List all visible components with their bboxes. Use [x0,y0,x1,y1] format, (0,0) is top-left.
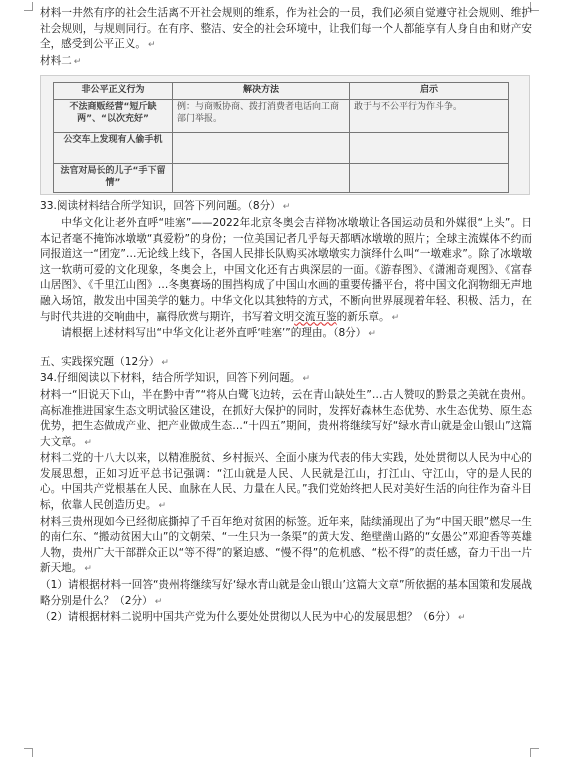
return-mark-icon: ↵ [84,437,92,448]
return-mark-icon: ↵ [147,40,156,51]
material2-label: 材料二 ↵ [40,54,82,67]
corner-mark [530,748,539,757]
table-cell: 例：与商贩协商、拨打消费者电话向工商部门举报。 [173,100,350,133]
table-row [54,164,509,193]
content [40,6,532,627]
table-cell: 不法商贩经营“短斤缺两”、“以次充好” [54,100,173,133]
table-row [54,133,509,164]
question-34-sub-1: （1）请根据材料一回答“贵州将继续写好‘绿水青山就是金山银山’这篇大文章”所依据的基本国策和发展战略分别是什么？（2分） ↵ [40,579,532,607]
return-mark-icon: ↵ [161,357,169,368]
question-34-material-1: 材料一“旧说天下山，半在黔中青”“将从白鹭飞边转，云在青山缺处生”…古人赞叹的黔景之美就在贵州。高标准推进国家生态文明试验区建设，在抓好大保护的同时，发挥好森林生态优势、水生态优势、原生态优势，把生态做成产业、把产业做成生态…“十四五”期间，贵州将继续写好“绿水青山就是金山银山”这篇大文章。 ↵ [40,388,532,448]
table-header-row [54,83,509,100]
return-mark-icon: ↵ [282,202,291,213]
material1-paragraph: 材料一井然有序的社会生活离不开社会规则的维系，作为社会的一员，我们必须自觉遵守社会规则、维护社会规则，与规则同行。在有序、整洁、安全的社会环境中，让我们每一个人都能享有人身自由和财产安全，感受到公平正义。 ↵ [40,7,532,51]
return-mark-icon: ↵ [73,56,82,67]
return-mark-icon: ↵ [84,564,92,575]
table-cell: 公交车上发现有人偷手机 [54,133,173,164]
question-33-material: 中华文化让老外直呼“哇塞”——2022年北京冬奥会吉祥物冰墩墩让各国运动员和外媒很“上头”。日本记者毫不掩饰冰墩墩“真爱粉”的身份；一位美国记者几乎每天都晒冰墩墩的照片；全球主流媒体不约而同报道这一“团宠”…无论线上线下，各国人民排长队购买冰墩墩实力演绎什么叫“一墩难求”。除了冰墩墩这一软萌可爱的文化现象，冬奥会上，中国文化还有古典深层的一面。《游春图》、《潇湘奇观图》、《富春山居图》、《千里江山图》…冬奥赛场的围挡构成了中国山水画的重要传播平台，将中国文化润物细无声地融入场馆，散发出中国美学的魅力。中华文化以其独特的方式，不断向世界展现着年轻、积极、活力，在与时代共进的交响曲中，赢得欣赏与期许，书写着文明交流互鉴的新乐章。 ↵ [40,216,532,323]
table-cell: 敢于与不公平行为作斗争。 [350,100,509,133]
return-mark-icon: ↵ [154,596,163,607]
table-cell [173,164,350,193]
section-5-heading: 五、实践探究题（12分） ↵ [40,355,169,368]
table-image [40,75,530,195]
return-mark-icon: ↵ [368,329,376,340]
return-mark-icon: ↵ [391,312,400,323]
question-34-material-2: 材料二党的十八大以来，以精准脱贫、乡村振兴、全面小康为代表的伟大实践，处处贯彻以人民为中心的发展思想，正如习近平总书记强调：“江山就是人民、人民就是江山，打江山、守江山，守的是人民的心。中国共产党根基在人民、血脉在人民、力量在人民。”我们党始终把人民对美好生活的向往作为奋斗目标，依靠人民创造历史。 ↵ [40,452,532,512]
corner-mark [24,748,33,757]
question-33-heading: 33.阅读材料结合所学知识，回答下列问题。（8分） ↵ [40,200,291,213]
table-cell [350,164,509,193]
question-34-heading: 34.仔细阅读以下材料，结合所学知识，回答下列问题。 ↵ [40,372,311,385]
table-cell [350,133,509,164]
table-cell [173,133,350,164]
return-mark-icon: ↵ [158,501,167,512]
corner-mark [24,2,33,11]
question-33-prompt: 请根据上述材料写出“中华文化让老外直呼‘哇塞’”的理由。（8分） ↵ [61,327,376,340]
underlined-term: 交流互鉴 [294,310,337,323]
table-header: 非公平正义行为 [54,83,173,100]
table-row [54,100,509,133]
table-header: 启示 [350,83,509,100]
question-34-material-3: 材料三贵州现如今已经彻底撕掉了千百年绝对贫困的标签。近年来，陆续涌现出了为“中国天眼”燃尽一生的南仁东、“搬动贫困大山”的文朝荣、“一生只为一条渠”的黄大发、绝壁凿山路的“女愚公”邓迎香等英雄人物，贵州广大干部群众正以“等不得”的紧迫感、“慢不得”的危机感、“松不得”的责任感，奋力干出一片新天地。 ↵ [40,515,532,575]
table-cell: 法官对局长的儿子“手下留情” [54,164,173,193]
fairness-table [53,82,509,193]
question-34-sub-2: （2）请根据材料二说明中国共产党为什么要处处贯彻以人民为中心的发展思想？（6分） ↵ [40,611,466,624]
return-mark-icon: ↵ [302,374,311,385]
return-mark-icon: ↵ [458,613,466,624]
table-header: 解决方法 [173,83,350,100]
